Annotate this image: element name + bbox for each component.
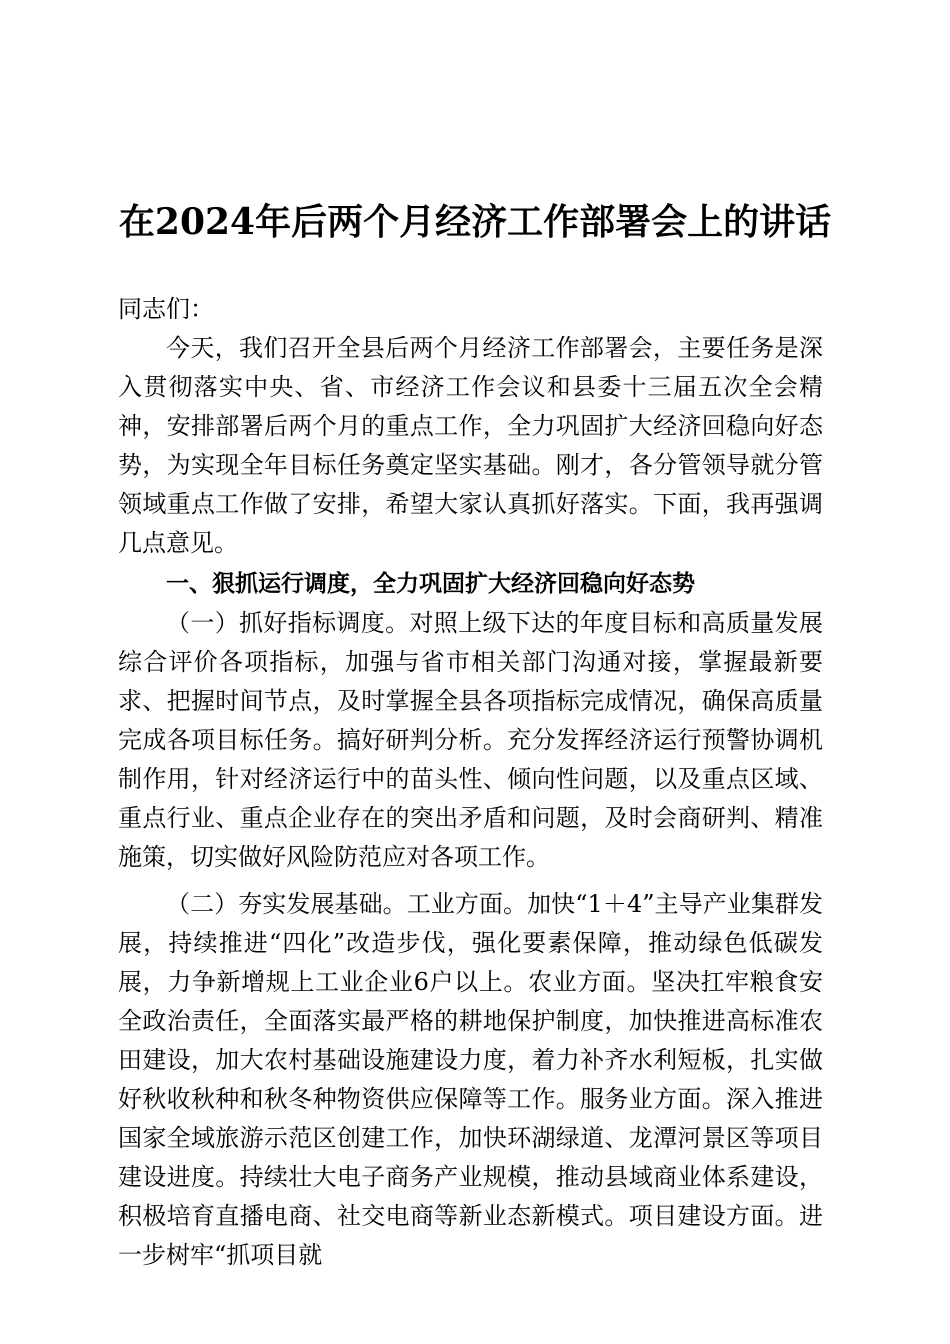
salutation: 同志们： <box>118 295 214 323</box>
section-heading-1: 一、狠抓运行调度，全力巩固扩大经济回稳向好态势 <box>166 571 695 597</box>
document-body <box>118 290 823 1275</box>
document-title: 在2024年后两个月经济工作部署会上的讲话 <box>118 201 832 243</box>
subsection-paragraph-2: （二）夯实发展基础。工业方面。加快“1＋4”主导产业集群发展，持续推进“四化”改造步伐，强化要素保障，推动绿色低碳发展，力争新增规上工业企业6户以上。农业方面。坚决扛牢粮食安全政治责任，全面落实最严格的耕地保护制度，加快推进高标准农田建设，加大农村基础设施建设力度，着力补齐水利短板，扎实做好秋收秋种和秋冬种物资供应保障等工作。服务业方面。深入推进国家全域旅游示范区创建工作，加快环湖绿道、龙潭河景区等项目建设进度。持续壮大电子商务产业规模，推动县域商业体系建设，积极培育直播电商、社交电商等新业态新模式。项目建设方面。进一步树牢“抓项目就 <box>118 890 823 1269</box>
subsection-paragraph-1: （一）抓好指标调度。对照上级下达的年度目标和高质量发展综合评价各项指标，加强与省市相关部门沟通对接，掌握最新要求、把握时间节点，及时掌握全县各项指标完成情况，确保高质量完成各项目标任务。搞好研判分析。充分发挥经济运行预警协调机制作用，针对经济运行中的苗头性、倾向性问题，以及重点区域、重点行业、重点企业存在的突出矛盾和问题，及时会商研判、精准施策，切实做好风险防范应对各项工作。 <box>118 609 823 871</box>
intro-paragraph: 今天，我们召开全县后两个月经济工作部署会，主要任务是深入贯彻落实中央、省、市经济工作会议和县委十三届五次全会精神，安排部署后两个月的重点工作，全力巩固扩大经济回稳向好态势，为实现全年目标任务奠定坚实基础。刚才，各分管领导就分管领域重点工作做了安排，希望大家认真抓好落实。下面，我再强调几点意见。 <box>118 334 823 557</box>
